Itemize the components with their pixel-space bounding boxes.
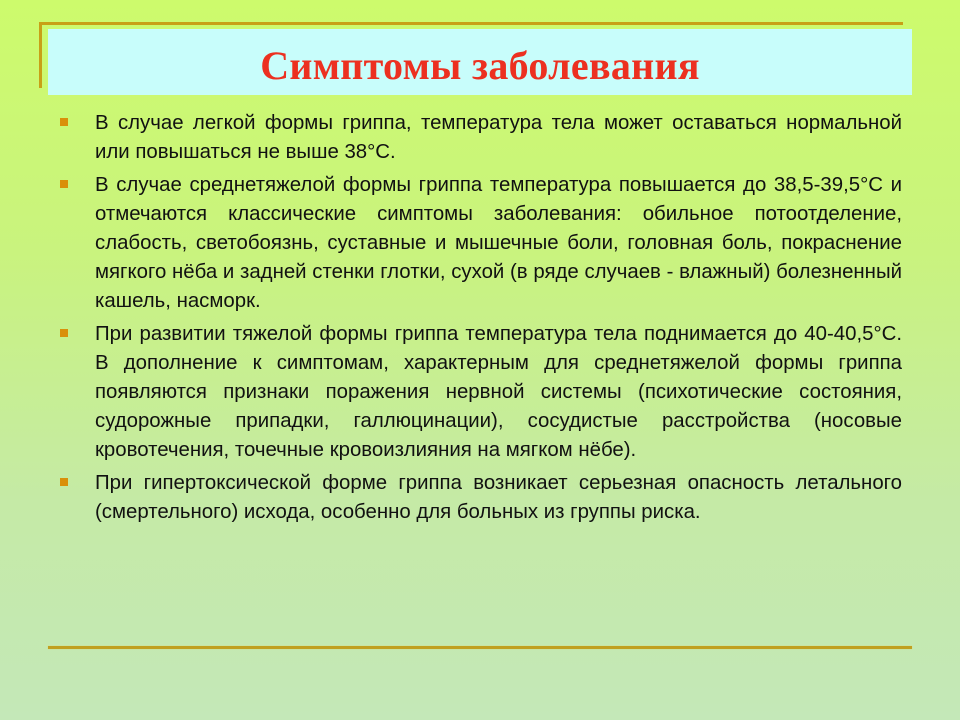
footer-divider-line — [48, 646, 912, 649]
title-frame-top-line — [39, 22, 903, 25]
title-frame-left-line — [39, 22, 42, 88]
title-box — [48, 29, 912, 95]
square-bullet-icon — [60, 118, 68, 126]
bullet-item-moderate-flu — [56, 171, 902, 316]
bullet-item-hypertoxic-flu — [56, 469, 902, 527]
square-bullet-icon — [60, 329, 68, 337]
slide-title: Симптомы заболевания — [260, 42, 700, 88]
square-bullet-icon — [60, 180, 68, 188]
bullet-item-severe-flu — [56, 320, 902, 465]
bullet-text: При гипертоксической форме гриппа возникает серьезная опасность летального (смертельного) исхода, особенно для больных из группы риска. — [95, 472, 902, 523]
bullet-text: В случае среднетяжелой формы гриппа температура повышается до 38,5-39,5°С и отмечаются классические симптомы заболевания: обильное потоотделение, слабость, светобоязнь, суставные и мышечные боли, головная боль, покраснение мягкого нёба и задней стенки глотки, сухой (в ряде случаев - влажный) болезненный кашель, насморк. — [95, 174, 902, 312]
bullet-list — [56, 109, 902, 531]
bullet-item-mild-flu — [56, 109, 902, 167]
bullet-text: При развитии тяжелой формы гриппа температура тела поднимается до 40-40,5°С. В дополнение к симптомам, характерным для среднетяжелой формы гриппа появляются признаки поражения нервной системы (психотические состояния, судорожные припадки, галлюцинации), сосудистые расстройства (носовые кровотечения, точечные кровоизлияния на мягком нёбе). — [95, 323, 902, 461]
square-bullet-icon — [60, 478, 68, 486]
bullet-text: В случае легкой формы гриппа, температура тела может оставаться нормальной или повышаться не выше 38°С. — [95, 112, 902, 163]
